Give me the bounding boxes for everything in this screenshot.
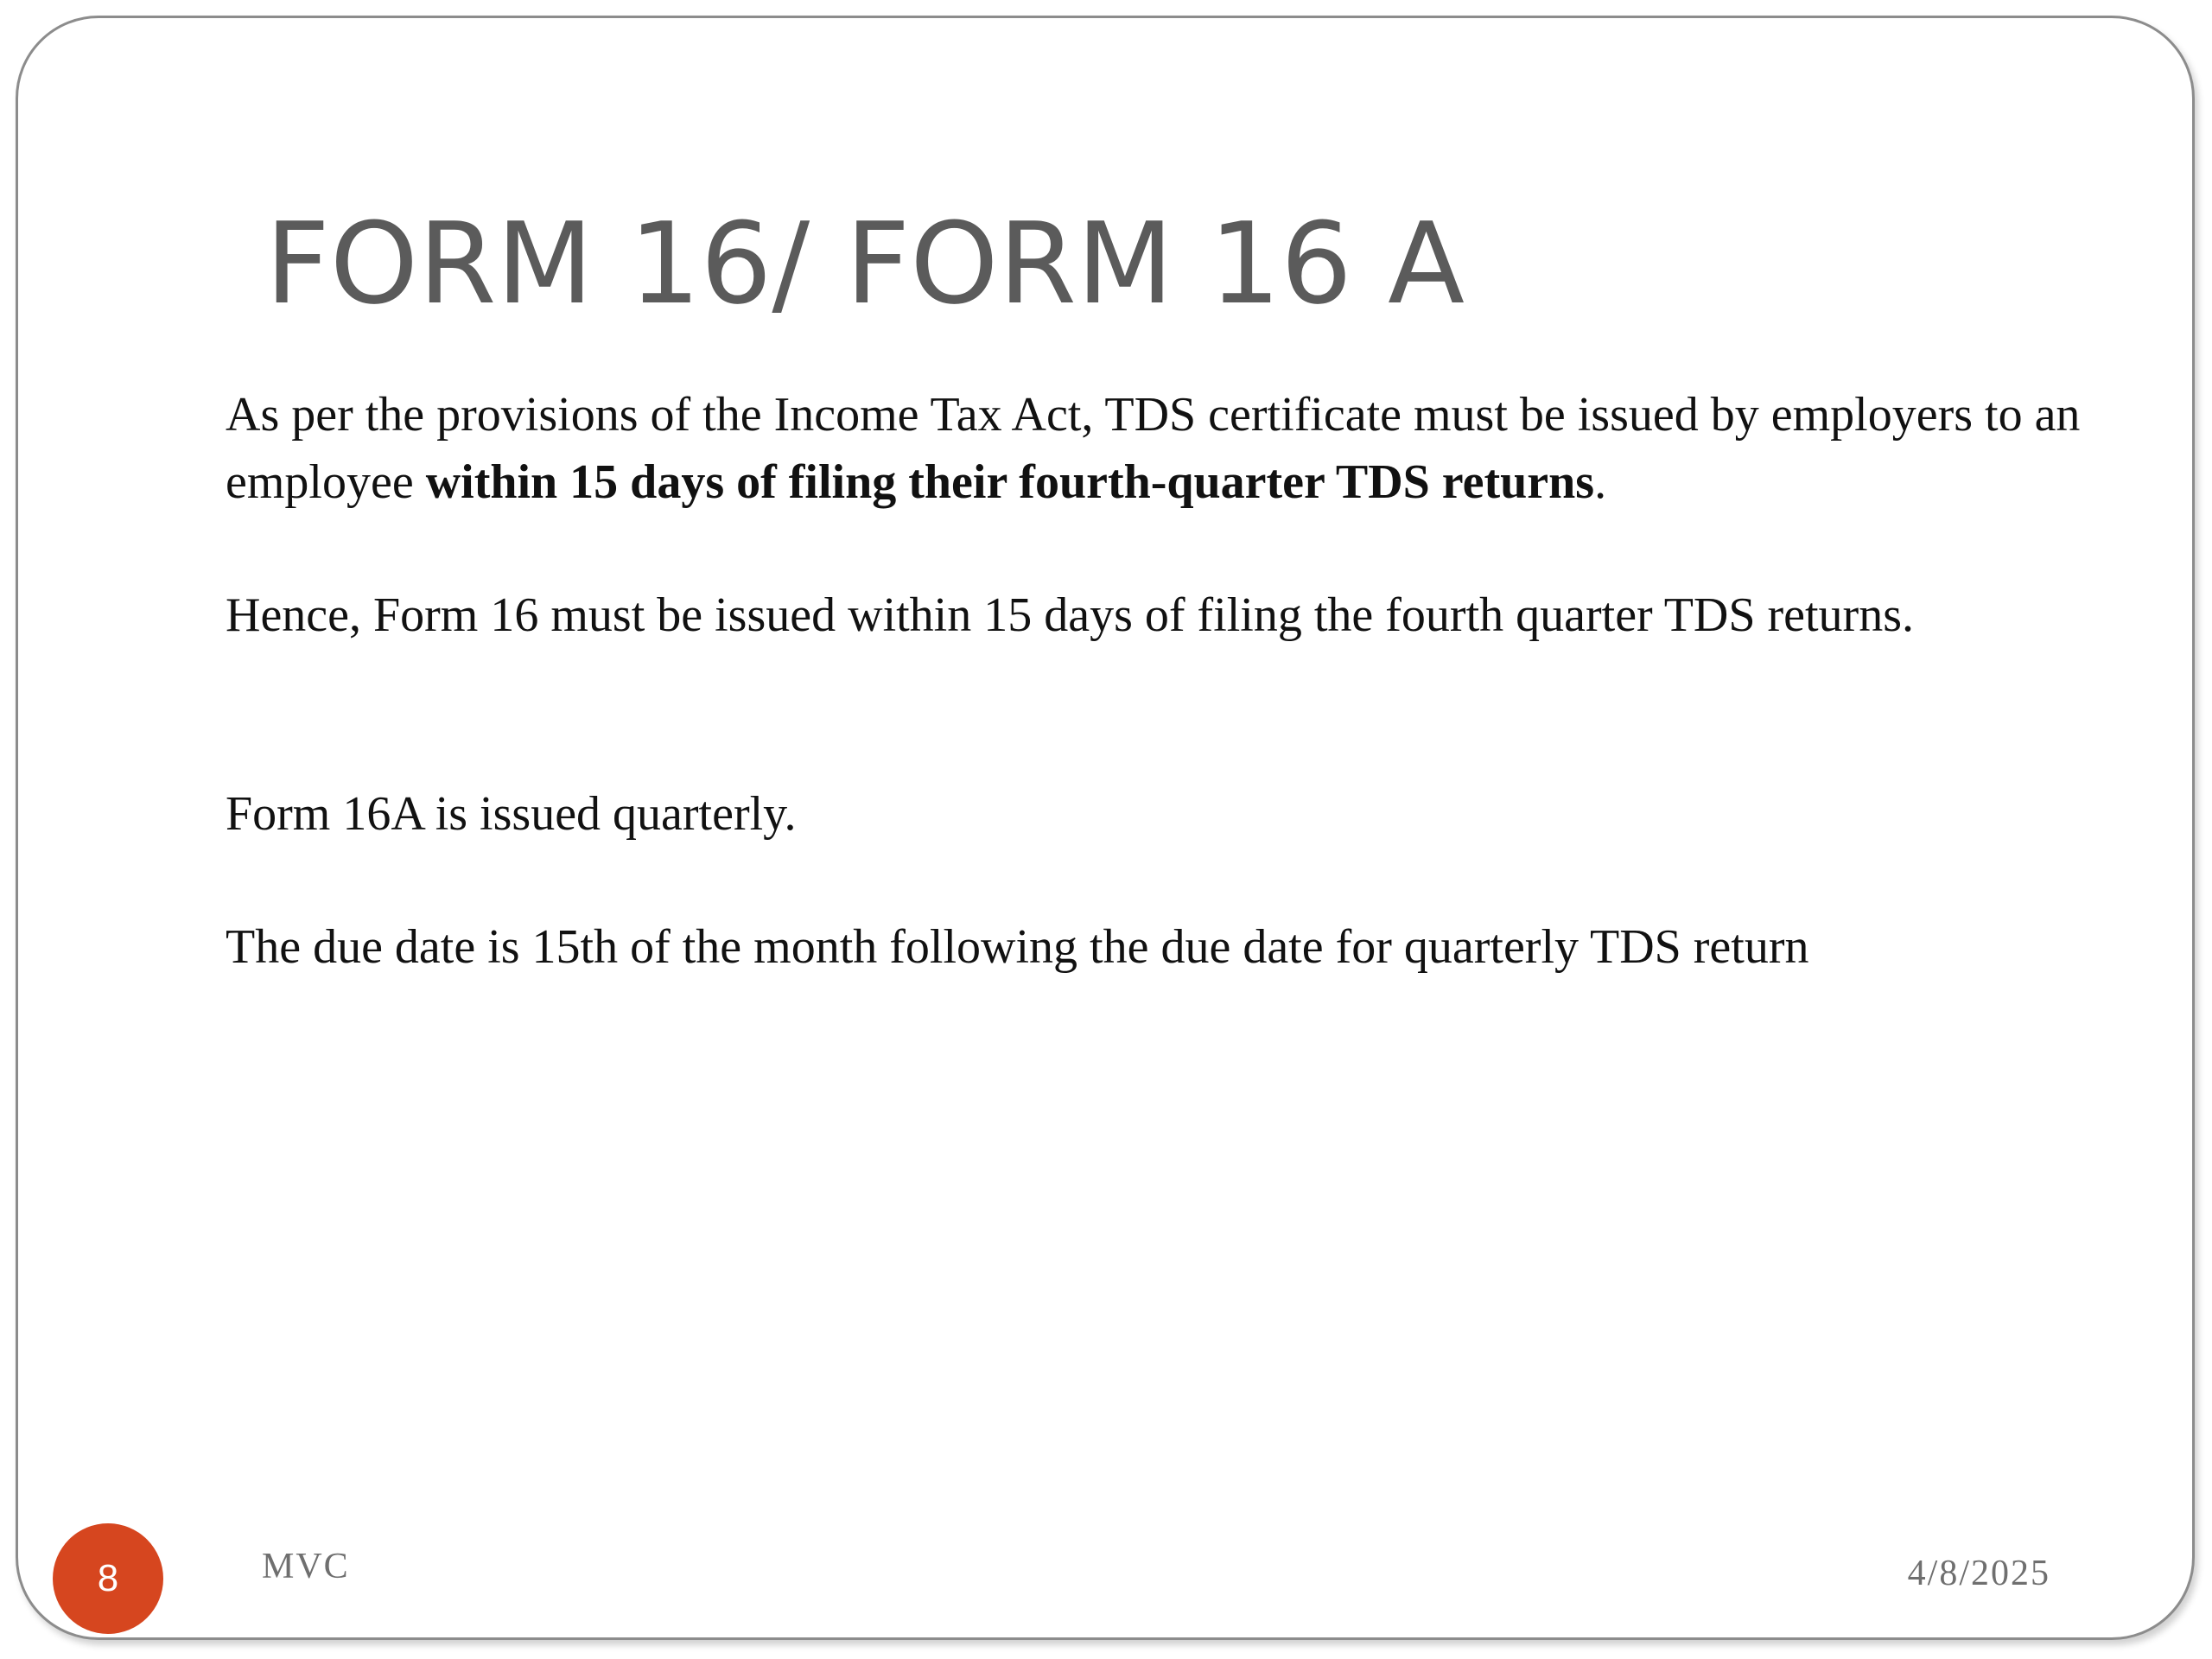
paragraph-4: The due date is 15th of the month following the due date for quarterly TDS return <box>226 920 1809 974</box>
footer-label: MVC <box>262 1547 350 1586</box>
paragraph-3: Form 16A is issued quarterly. <box>226 787 797 841</box>
slide <box>16 16 2195 1640</box>
slide-body <box>226 381 2126 981</box>
footer-date: 4/8/2025 <box>1907 1554 2050 1593</box>
paragraph-1-bold: within 15 days of filing their fourth-quarter TDS returns <box>425 455 1595 509</box>
paragraph-1-end: . <box>1594 455 1607 509</box>
slide-title: FORM 16/ FORM 16 A <box>265 198 1465 329</box>
paragraph-1 <box>226 381 2126 516</box>
paragraph-1-text: As per the provisions of the Income Tax Act, TDS certificate must be issued by employers to an employee <box>226 388 2081 509</box>
paragraph-2: Hence, Form 16 must be issued within 15 days of filing the fourth quarter TDS returns. <box>226 588 1914 642</box>
slide-number: 8 <box>97 1557 119 1599</box>
slide-number-badge <box>53 1523 163 1634</box>
